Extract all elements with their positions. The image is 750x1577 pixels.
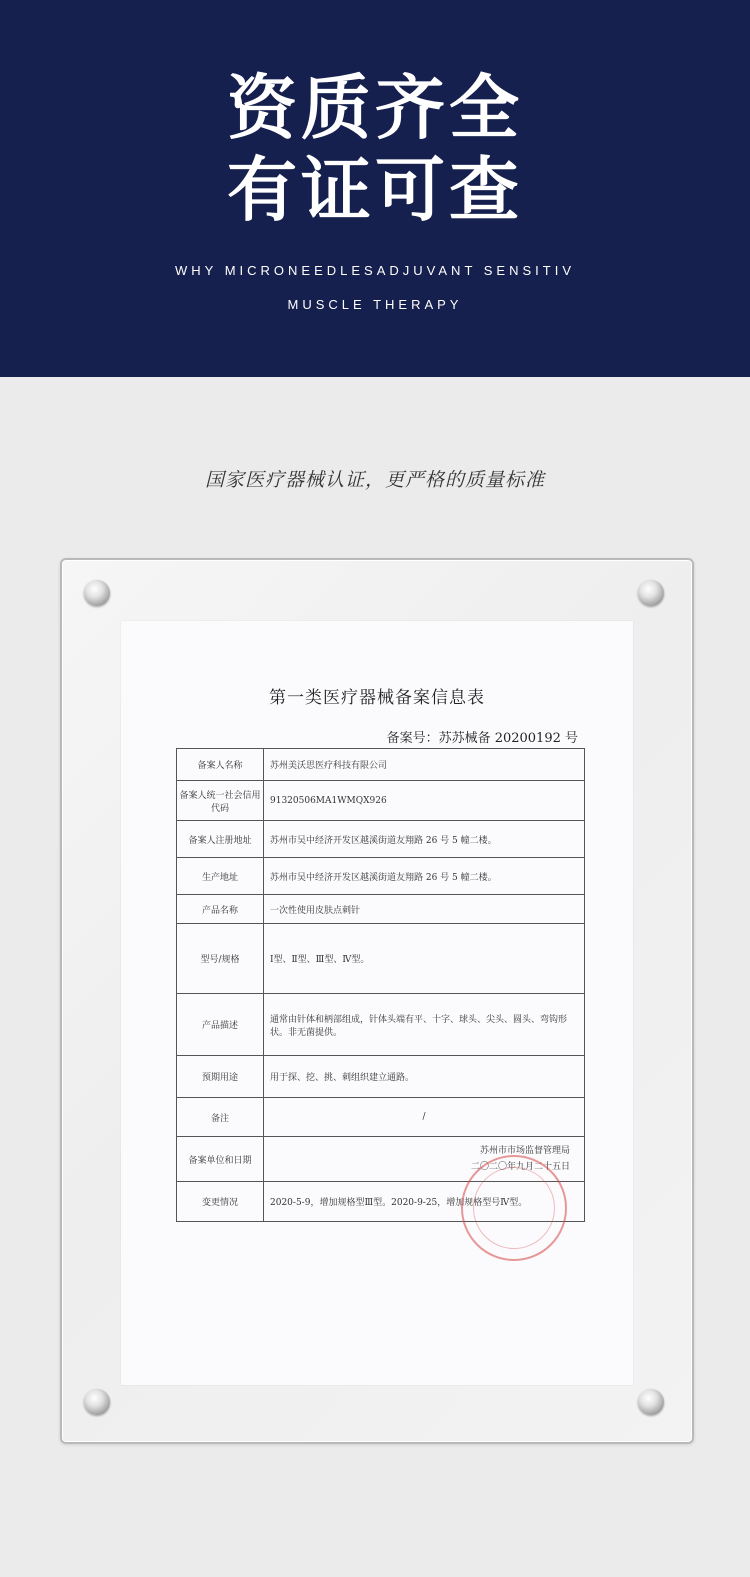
table-row — [177, 1098, 585, 1137]
row-value: 苏州市吴中经济开发区越溪街道友翔路 26 号 5 幢二楼。 — [264, 858, 585, 895]
header-banner — [0, 0, 750, 377]
table-row — [177, 895, 585, 924]
table-row — [177, 821, 585, 858]
row-key: 备案人统一社会信用代码 — [177, 781, 264, 821]
row-value: 苏州美沃思医疗科技有限公司 — [264, 749, 585, 781]
banner-title-line1: 资质齐全 — [227, 67, 523, 149]
row-key: 备注 — [177, 1098, 264, 1137]
certificate-document — [121, 621, 633, 1385]
banner-title-line2: 有证可查 — [227, 149, 523, 231]
table-row — [177, 749, 585, 781]
row-value: 2020-5-9，增加规格型Ⅲ型。2020-9-25，增加规格型号Ⅳ型。 — [264, 1182, 585, 1222]
row-value: 一次性使用皮肤点刺针 — [264, 895, 585, 924]
table-row — [177, 1056, 585, 1098]
row-key: 产品描述 — [177, 994, 264, 1056]
table-row — [177, 994, 585, 1056]
row-key: 备案单位和日期 — [177, 1137, 264, 1182]
screw-icon — [638, 1389, 664, 1415]
document-title: 第一类医疗器械备案信息表 — [269, 688, 485, 708]
row-value: 通常由针体和柄部组成，针体头端有平、十字、球头、尖头、圆头、弯钩形状。非无菌提供。 — [264, 994, 585, 1056]
filing-authority: 苏州市市场监督管理局 — [479, 1146, 570, 1156]
row-key: 生产地址 — [177, 858, 264, 895]
row-value: / — [264, 1098, 585, 1137]
row-value: 91320506MA1WMQX926 — [264, 781, 585, 821]
row-key: 预期用途 — [177, 1056, 264, 1098]
official-seal-stamp — [461, 1155, 567, 1261]
row-value: 用于探、挖、挑、刺组织建立通路。 — [264, 1056, 585, 1098]
screw-icon — [638, 580, 664, 606]
row-value: 苏州市吴中经济开发区越溪街道友翔路 26 号 5 幢二楼。 — [264, 821, 585, 858]
row-key: 备案人名称 — [177, 749, 264, 781]
row-key: 型号/规格 — [177, 924, 264, 994]
screw-icon — [84, 1389, 110, 1415]
banner-english-line1: WHY MICRONEEDLESADJUVANT SENSITIV — [175, 263, 575, 278]
table-row — [177, 924, 585, 994]
row-key: 变更情况 — [177, 1182, 264, 1222]
filing-date: 二〇二〇年九月二十五日 — [470, 1162, 570, 1172]
row-key: 备案人注册地址 — [177, 821, 264, 858]
table-row — [177, 858, 585, 895]
screw-icon — [84, 580, 110, 606]
row-value: Ⅰ型、Ⅱ型、Ⅲ型、Ⅳ型。 — [264, 924, 585, 994]
banner-english-line2: MUSCLE THERAPY — [287, 297, 463, 312]
registration-number: 备案号：苏苏械备 20200192 号 — [386, 731, 578, 746]
registration-table — [176, 748, 585, 1222]
row-key: 产品名称 — [177, 895, 264, 924]
table-row — [177, 781, 585, 821]
section-subtitle: 国家医疗器械认证，更严格的质量标准 — [204, 469, 545, 491]
official-seal-inner-ring — [473, 1167, 555, 1249]
